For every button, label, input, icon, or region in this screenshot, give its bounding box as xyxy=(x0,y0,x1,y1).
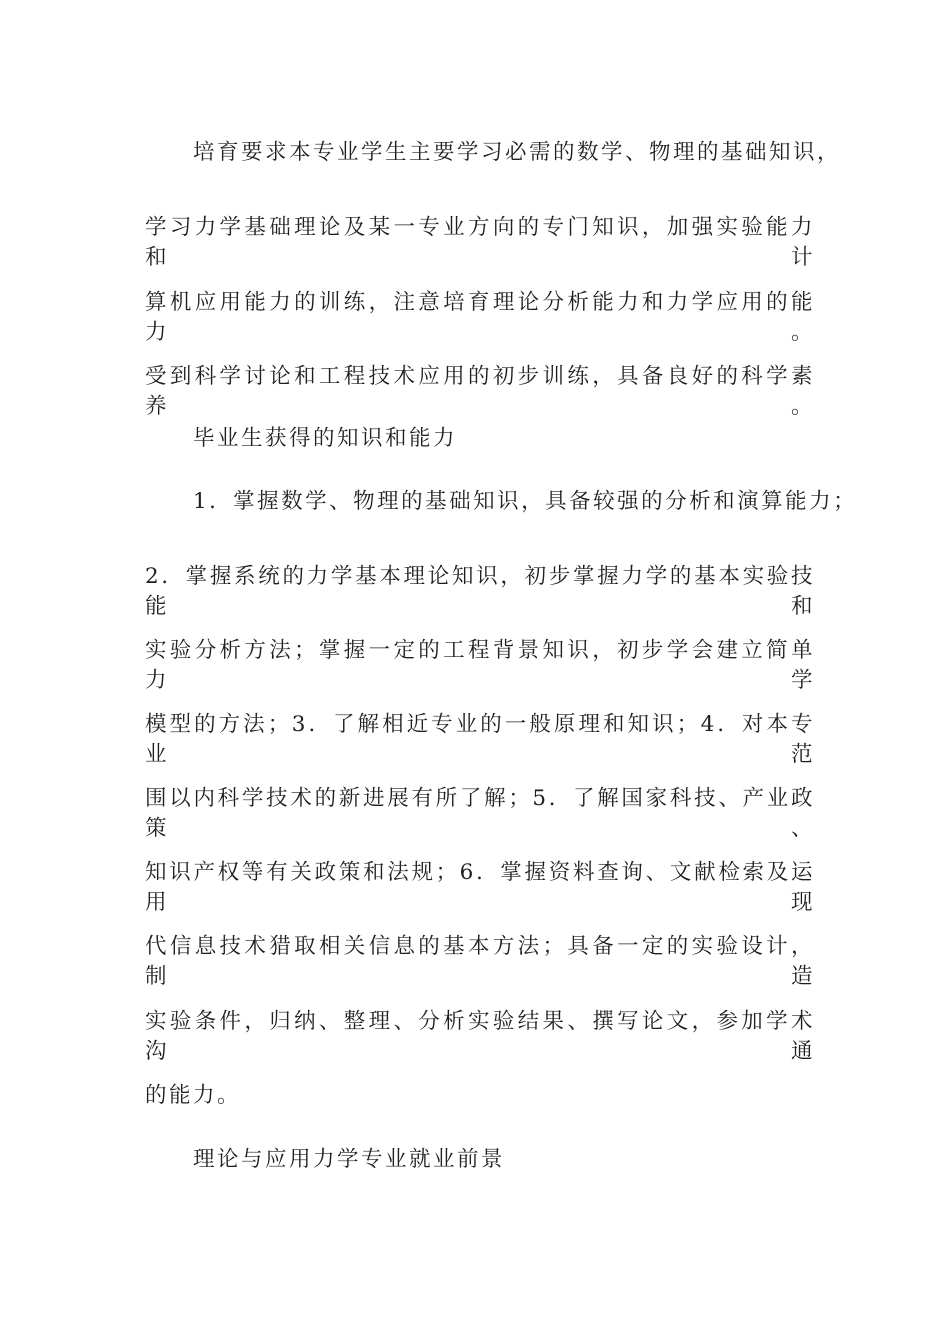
paragraph-line: 知识产权等有关政策和法规；6．掌握资料查询、文献检索及运用现 xyxy=(145,860,815,915)
paragraph-line: 实验条件，归纳、整理、分析实验结果、撰写论文，参加学术沟通 xyxy=(145,1009,815,1064)
section-heading: 毕业生获得的知识和能力 xyxy=(193,426,458,451)
paragraph-line: 围以内科学技术的新进展有所了解；5．了解国家科技、产业政策、 xyxy=(145,786,815,841)
paragraph-line: 培育要求本专业学生主要学习必需的数学、物理的基础知识， xyxy=(193,140,842,165)
paragraph-line: 代信息技术猎取相关信息的基本方法；具备一定的实验设计，制造 xyxy=(145,934,815,989)
paragraph-line: 受到科学讨论和工程技术应用的初步训练，具备良好的科学素养。 xyxy=(145,364,815,419)
section-heading: 理论与应用力学专业就业前景 xyxy=(193,1147,506,1172)
paragraph-line: 学习力学基础理论及某一专业方向的专门知识，加强实验能力和计 xyxy=(145,215,815,270)
paragraph-line: 1．掌握数学、物理的基础知识，具备较强的分析和演算能力； xyxy=(193,489,858,514)
paragraph-line: 算机应用能力的训练，注意培育理论分析能力和力学应用的能力。 xyxy=(145,290,815,345)
paragraph-line: 模型的方法；3．了解相近专业的一般原理和知识；4．对本专业范 xyxy=(145,712,815,767)
paragraph-line: 实验分析方法；掌握一定的工程背景知识，初步学会建立简单力学 xyxy=(145,638,815,693)
paragraph-line: 的能力。 xyxy=(145,1083,242,1108)
paragraph-line: 2．掌握系统的力学基本理论知识，初步掌握力学的基本实验技能和 xyxy=(145,564,815,619)
